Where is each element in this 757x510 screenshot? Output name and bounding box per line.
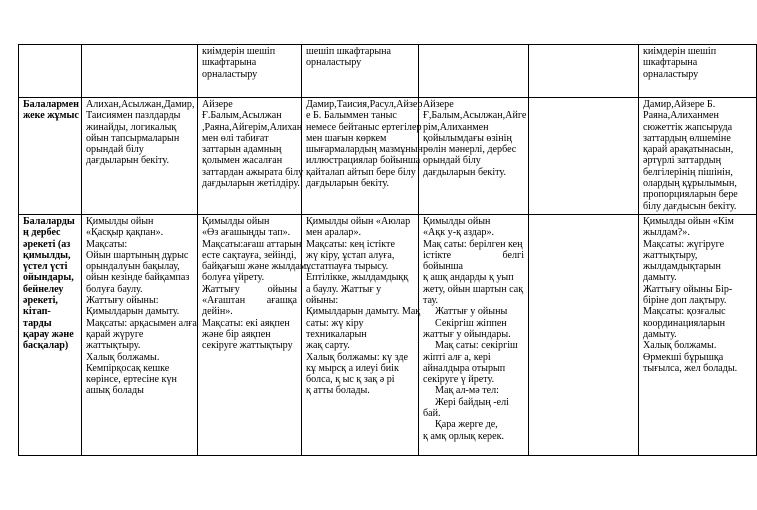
cell-games-fri: Қимылды ойын «Кім жылдам?». Мақсаты: жүгіруге жаттықтыру, жылдамдықтарын дамыту. Жаттығу ойыны Бір- біріне доп лақтыру. Мақсаты: қозғалыс координацияларын дамыту. Халық болжамы. Өрмекші бұрышқа тығылса, жел болады.	[639, 215, 757, 456]
cell-games-wed: Қимылды ойын «Аюлар мен аралар». Мақсаты: кең істікте жү кіру, ұстап алуға, ұстатпауға тырысу. Ептілікке, жылдамдыққ а баулу. Жаттығ у ойыны: Қимылдарын дамыту. Мақ саты: жү кіру техникаларын жақ сарту. Халық болжамы: кү зде кұ мырсқ а илеуі биік болса, қ ыс қ зақ ә рі қ атты болады.	[302, 215, 419, 456]
cell-individual-fri: Дамир,Айзере Б. Раяна,Алиханмен сюжеттік жапсыруда заттардың өлшеміне қарай арақатынасын, әртүрлі заттардың белгілерінің пішінін, олардың құрылымын, пропорцияларын бере білу дағдысын бекіту.	[639, 98, 757, 215]
row-header-independent-activity: Балаларды ң дербес әрекеті (аз қимылды, үстел үсті ойындары, бейнелеу әрекеті, кітап- тарды қарау және басқалар)	[19, 215, 82, 456]
table-row-individual-work	[19, 98, 757, 215]
cell-empty	[82, 45, 198, 98]
cell-individual-wed: Дамир,Таисия,Расул,Айзер е Б. Балыммен таныс немесе бейтаныс ертегілер мен шағын көркем шығармалардың мазмұнын иллюстрациялар бойынша қайталап айтып бере білу дағдыларын бекіту.	[302, 98, 419, 215]
cell-empty	[529, 215, 639, 456]
table-row-independent-activity	[19, 215, 757, 456]
cell-individual-mon: Алихан,Асылжан,Дамир, Таисиямен пазлдарды жинайды, логикалық ойын тапсырмаларын орындай білу дағдыларын бекіту.	[82, 98, 198, 215]
cell-empty	[19, 45, 82, 98]
cell-dressing-wed: шешіп шкафтарына орналастыру	[302, 45, 419, 98]
cell-games-mon: Қимылды ойын «Қасқыр қақпан». Мақсаты: Ойын шартының дұрыс орындалуын бақылау, ойын кезінде байқампаз болуға баулу. Жаттығу ойыны: Қимылдарын дамыту. Мақсаты: арқасымен алға қарай жүруге жаттықтыру. Халық болжамы. Кемпірқосақ кешке көрінсе, ертесіне күн ашық болады	[82, 215, 198, 456]
cell-games-tue: Қимылды ойын «Өз ағашыңды тап». Мақсаты:ағаш аттарын есте сақтауға, зейінді, байқағыш және жылдам болуға үйрету. Жаттығу ойыны «Ағаштан ағашқа дейін». Мақсаты: екі аяқпен және бір аяқпен секіруге жаттықтыру	[198, 215, 302, 456]
cell-games-thu: Қимылды ойын «Ақк у-қ аздар». Мақ саты: берілген кең істікте белгі бойынша қ ашқ андарды қ уып жету, ойын шартын сақ тау. Жаттығ у ойыны Секіргіш жіппен жаттығ у ойындары. Мақ саты: секіргіш жіпті алғ а, кері айналдыра отырып секіруге ү йрету. Мақ ал-мә тел: Жері байдың -елі бай. Қара жерге де, қ амқ орлық керек.	[419, 215, 529, 456]
cell-dressing-fri: киімдерін шешіп шкафтарына орналастыру	[639, 45, 757, 98]
cell-empty	[529, 98, 639, 215]
row-header-individual-work: Балалармен жеке жұмыс	[19, 98, 82, 215]
cell-individual-thu: Айзере Ғ,Балым,Асылжан,Айге рім,Алиханмен қойылымдағы өзінің рөлін мәнерлі, дербес орындай білу дағдыларын бекіту.	[419, 98, 529, 215]
cell-empty	[419, 45, 529, 98]
cell-empty	[529, 45, 639, 98]
daily-plan-table	[18, 44, 757, 456]
cell-dressing-tue: киімдерін шешіп шкафтарына орналастыру	[198, 45, 302, 98]
cell-individual-tue: Айзере Ғ.Балым,Асылжан ,Раяна,Айгерім,Алихан мен өлі табиғат заттарын адамның қолымен жасалған заттардан ажырата білу дағдыларын жетілдіру.	[198, 98, 302, 215]
table-row-dressing	[19, 45, 757, 98]
